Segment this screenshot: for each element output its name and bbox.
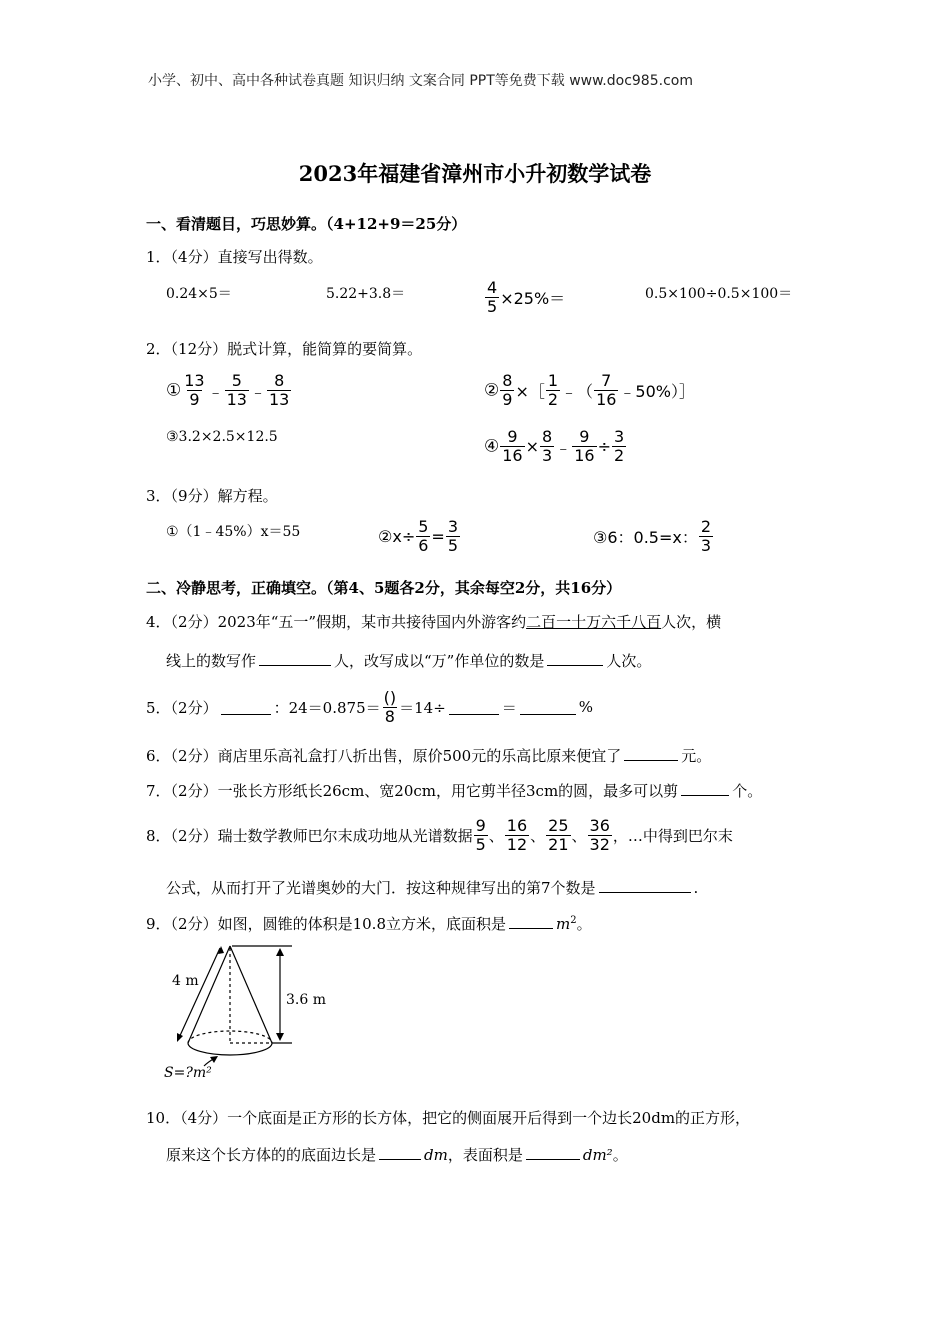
q10-line-2: 原来这个长方体的的底面边长是 dm，表面积是 dm²。	[166, 1146, 628, 1164]
answer-blank[interactable]	[526, 1145, 580, 1160]
answer-blank[interactable]	[509, 914, 553, 929]
answer-blank[interactable]	[624, 746, 678, 761]
answer-blank[interactable]	[599, 878, 691, 893]
q10-line-1: 10．（4分）一个底面是正方形的长方体，把它的侧面展开后得到一个边长20dm的正方形，	[146, 1109, 751, 1127]
q2-stem: 2．（12分）脱式计算，能简算的要简算。	[146, 340, 423, 358]
q1-expr-3: $\frac{4}{5}$ ×25%＝	[487, 278, 566, 316]
slant-label: 4 m	[172, 973, 199, 989]
answer-blank[interactable]	[520, 700, 576, 715]
answer-blank[interactable]	[221, 700, 271, 715]
q3-stem: 3．（9分）解方程。	[146, 487, 278, 505]
arrow-head-down	[276, 1033, 284, 1041]
cone-base-front	[188, 1043, 272, 1055]
q8-line-2: 公式，从而打开了光谱奥妙的大门．按这种规律写出的第7个数是 .	[166, 879, 699, 897]
q1-expr-4: 0.5×100÷0.5×100＝	[645, 286, 793, 302]
q3-eq-1: ①（1﹣45%）x＝55	[166, 524, 301, 540]
q4-line-1: 4．（2分）2023年“五一”假期，某市共接待国内外游客约二百一十万六千八百人次，横	[146, 613, 722, 631]
q4-line-2: 线上的数写作 人，改写成以“万”作单位的数是 人次。	[166, 652, 652, 670]
answer-blank[interactable]	[547, 651, 603, 666]
cone-left-edge	[188, 946, 230, 1043]
q6-line: 6．（2分）商店里乐高礼盒打八折出售，原价500元的乐高比原来便宜了 元。	[146, 747, 712, 765]
q5-line: 5．（2分） ：24＝0.875＝ $\frac{()}{8}$ ＝14÷ ＝ %	[146, 687, 594, 726]
answer-blank[interactable]	[681, 781, 729, 796]
q2-calc-2: ② $\frac{8}{9}$ ×［ $\frac{1}{2}$ ﹣（ $\frac{7}{16}$ ﹣50%）］	[484, 371, 695, 409]
page-header: 小学、初中、高中各种试卷真题 知识归纳 文案合同 PPT等免费下载 www.doc985.com	[148, 73, 693, 89]
q8-line-1: 8．（2分）瑞士数学教师巴尔末成功地从光谱数据 $\frac{9}{5}$ 、 $\frac{16}{12}$ 、 $\frac{25}{21}$ 、 $\frac{36}{32}$ ，…中得到巴尔末	[146, 815, 733, 854]
q1-expr-1: 0.24×5＝	[166, 286, 232, 302]
cone-right-edge	[230, 946, 272, 1043]
q2-calc-4: ④ $\frac{9}{16}$ × $\frac{8}{3}$ ﹣ $\frac{9}{16}$ ÷ $\frac{3}{2}$	[484, 427, 625, 465]
answer-blank[interactable]	[259, 651, 331, 666]
q3-eq-2: ②x÷ $\frac{5}{6}$ = $\frac{3}{5}$	[378, 517, 458, 555]
section-1-heading: 一、看清题目，巧思妙算。（4+12+9＝25分）	[146, 215, 467, 233]
q7-line: 7．（2分）一张长方形纸长26cm、宽20cm，用它剪半径3cm的圆，最多可以剪 个。	[146, 782, 763, 800]
q2-calc-1: ① $\frac{13}{9}$ ﹣ $\frac{5}{13}$ ﹣ $\frac{8}{13}$	[166, 371, 290, 409]
answer-blank[interactable]	[379, 1145, 421, 1160]
area-label: S=?m²	[164, 1065, 212, 1081]
q1-stem: 1．（4分）直接写出得数。	[146, 248, 323, 266]
section-2-heading: 二、冷静思考，正确填空。（第4、5题各2分，其余每空2分，共16分）	[146, 579, 622, 597]
q1-expr-2: 5.22+3.8＝	[326, 286, 406, 302]
fraction: $\frac{4}{5}$	[487, 278, 498, 316]
q9-line: 9．（2分）如图，圆锥的体积是10.8立方米，底面积是 $m^2$。	[146, 915, 592, 933]
page-title: 2023年福建省漳州市小升初数学试卷	[298, 161, 652, 186]
arrow-head-up	[276, 948, 284, 956]
cone-figure	[160, 940, 335, 1085]
q2-calc-3: ③3.2×2.5×12.5	[166, 429, 278, 445]
underlined-number: 二百一十万六千八百	[526, 613, 662, 631]
slant-arrow	[178, 948, 220, 1040]
arrow-head-area	[210, 1056, 218, 1063]
answer-blank[interactable]	[449, 700, 499, 715]
height-label: 3.6 m	[286, 992, 326, 1008]
q3-eq-3: ③6：0.5=x： $\frac{2}{3}$	[593, 517, 712, 555]
